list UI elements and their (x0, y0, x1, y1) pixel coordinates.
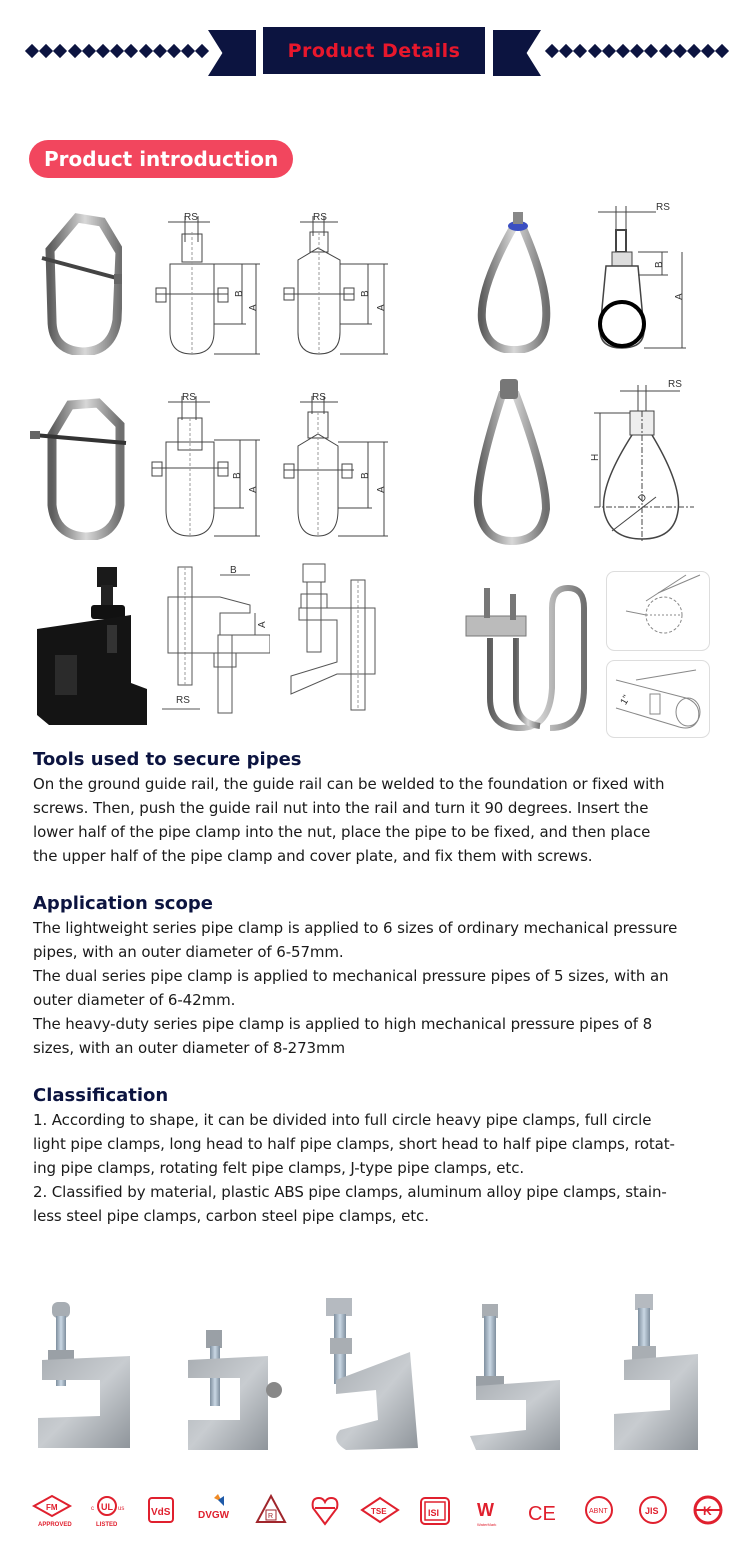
section-line: less steel pipe clamps, carbon steel pipe clamps, etc. (33, 1207, 429, 1225)
teardrop-hanger-drawing (590, 375, 715, 545)
cert-abnt (577, 1492, 621, 1532)
section-heading: Tools used to secure pipes (33, 749, 302, 770)
section-line: The dual series pipe clamp is applied to mechanical pressure pipes of 5 sizes, with an (33, 967, 669, 985)
section-line: On the ground guide rail, the guide rail can be welded to the foundation or fixed with (33, 775, 665, 793)
cert-tse (358, 1492, 402, 1532)
product-details-banner (0, 0, 750, 100)
svg-text:A: A (376, 486, 387, 493)
u-bolt-hanger-photo (460, 578, 590, 733)
svg-text:W: W (477, 1500, 495, 1520)
diamond-row-left (25, 44, 209, 58)
svg-text:RS: RS (182, 392, 196, 403)
svg-text:us: us (117, 1506, 124, 1512)
svg-text:K: K (702, 1504, 712, 1518)
beam-clamp-photo (35, 565, 147, 725)
swivel-ring-hanger-photo (474, 208, 554, 353)
svg-text:B: B (232, 472, 243, 479)
teardrop-hanger-photo (472, 375, 552, 545)
certification-logos (30, 1490, 730, 1534)
ribbon-tail-right (493, 30, 541, 76)
ribbon-main (263, 27, 485, 74)
svg-text:H: H (590, 453, 601, 461)
diamond-row-right (545, 44, 729, 58)
section-line: light pipe clamps, long head to half pipe clamps, short head to half pipe clamps, rotat- (33, 1135, 675, 1153)
section-heading: Classification (33, 1085, 169, 1106)
beam-clamp-drawing-1 (160, 565, 270, 715)
beam-clamp-photo-5 (614, 1294, 698, 1450)
section-line: ing pipe clamps, rotating felt pipe clamps, J-type pipe clamps, etc. (33, 1159, 525, 1177)
svg-text:c: c (90, 1506, 94, 1512)
section-line: The heavy-duty series pipe clamp is applied to high mechanical pressure pipes of 8 (33, 1015, 653, 1033)
svg-text:TSE: TSE (370, 1507, 387, 1516)
svg-text:DVGW: DVGW (197, 1510, 230, 1521)
svg-text:JIS: JIS (645, 1506, 659, 1516)
pill-label: Product introduction (44, 147, 279, 171)
banner-title: Product Details (287, 39, 461, 62)
svg-text:B: B (654, 261, 665, 268)
svg-text:APPROVED: APPROVED (38, 1522, 72, 1528)
section-line: 2. Classified by material, plastic ABS pipe clamps, aluminum alloy pipe clamps, stain- (33, 1183, 667, 1201)
svg-text:1": 1" (618, 693, 633, 707)
svg-text:LISTED: LISTED (95, 1522, 117, 1528)
svg-text:D: D (636, 491, 650, 505)
svg-text:B: B (360, 290, 371, 297)
adjustable-clevis-drawing-1 (150, 390, 265, 540)
svg-text:B: B (360, 472, 371, 479)
swivel-ring-hanger-drawing (596, 200, 711, 355)
beam-clamp-photo-2 (188, 1330, 282, 1450)
svg-text:B: B (230, 565, 237, 576)
section-classification (33, 1084, 733, 1228)
section-line: pipes, with an outer diameter of 6-57mm. (33, 943, 344, 961)
section-line: 1. According to shape, it can be divided into full circle heavy pipe clamps, full circle (33, 1111, 652, 1129)
clevis-hanger-drawing-2 (280, 212, 395, 357)
svg-text:VdS: VdS (151, 1507, 171, 1518)
svg-text:RS: RS (668, 379, 682, 390)
u-bolt-install-diagram-2 (606, 660, 710, 738)
cert-ul-listed (85, 1492, 129, 1532)
clevis-hanger-photo (32, 210, 122, 355)
clevis-hanger-drawing-1 (150, 212, 265, 357)
cert-watermark (467, 1492, 511, 1532)
ribbon-tail-left (208, 30, 256, 76)
u-bolt-install-diagram-1 (606, 571, 710, 651)
svg-text:RS: RS (312, 392, 326, 403)
svg-text:ISI: ISI (427, 1508, 439, 1518)
cert-isi (413, 1492, 457, 1532)
section-line: screws. Then, push the guide rail nut into the rail and turn it 90 degrees. Insert the (33, 799, 649, 817)
svg-text:WaterMark: WaterMark (477, 1522, 497, 1527)
svg-text:A: A (376, 304, 387, 311)
svg-text:R: R (267, 1513, 273, 1520)
beam-clamp-drawing-2 (285, 562, 385, 712)
cert-kitemark (303, 1492, 347, 1532)
section-line: sizes, with an outer diameter of 8-273mm (33, 1039, 346, 1057)
svg-text:RS: RS (176, 695, 190, 706)
svg-text:UL: UL (100, 1502, 113, 1512)
section-pill-product-introduction (29, 140, 293, 178)
beam-clamp-photo-1 (38, 1302, 130, 1448)
section-tools (33, 748, 733, 868)
section-line: lower half of the pipe clamp into the nut, place the pipe to be fixed, and then place (33, 823, 651, 841)
svg-text:ABNT: ABNT (588, 1508, 608, 1515)
cert-vds (139, 1492, 183, 1532)
cert-dvgw (194, 1492, 238, 1532)
section-heading: Application scope (33, 893, 213, 914)
beam-clamp-photo-4 (470, 1304, 560, 1450)
beam-clamp-photo-3 (326, 1298, 418, 1450)
adjustable-clevis-drawing-2 (280, 390, 395, 540)
svg-text:A: A (674, 293, 685, 300)
svg-text:RS: RS (656, 202, 670, 213)
cert-ce (522, 1492, 566, 1532)
section-line: outer diameter of 6-42mm. (33, 991, 236, 1009)
svg-text:RS: RS (184, 212, 198, 223)
svg-text:A: A (248, 486, 259, 493)
svg-text:FM: FM (46, 1503, 58, 1512)
section-line: the upper half of the pipe clamp and cover plate, and fix them with screws. (33, 847, 593, 865)
cert-fm-approved (30, 1492, 74, 1532)
svg-text:RS: RS (313, 212, 327, 223)
svg-text:A: A (248, 304, 259, 311)
svg-text:B: B (234, 290, 245, 297)
cert-kc (686, 1492, 730, 1532)
beam-clamp-photos-row (30, 1290, 730, 1450)
svg-text:CE: CE (527, 1503, 556, 1525)
adjustable-clevis-photo (30, 395, 130, 540)
cert-jis (631, 1492, 675, 1532)
section-application-scope (33, 892, 733, 1060)
cert-house-mark (249, 1492, 293, 1532)
section-line: The lightweight series pipe clamp is applied to 6 sizes of ordinary mechanical pressure (33, 919, 678, 937)
svg-text:A: A (257, 621, 268, 628)
